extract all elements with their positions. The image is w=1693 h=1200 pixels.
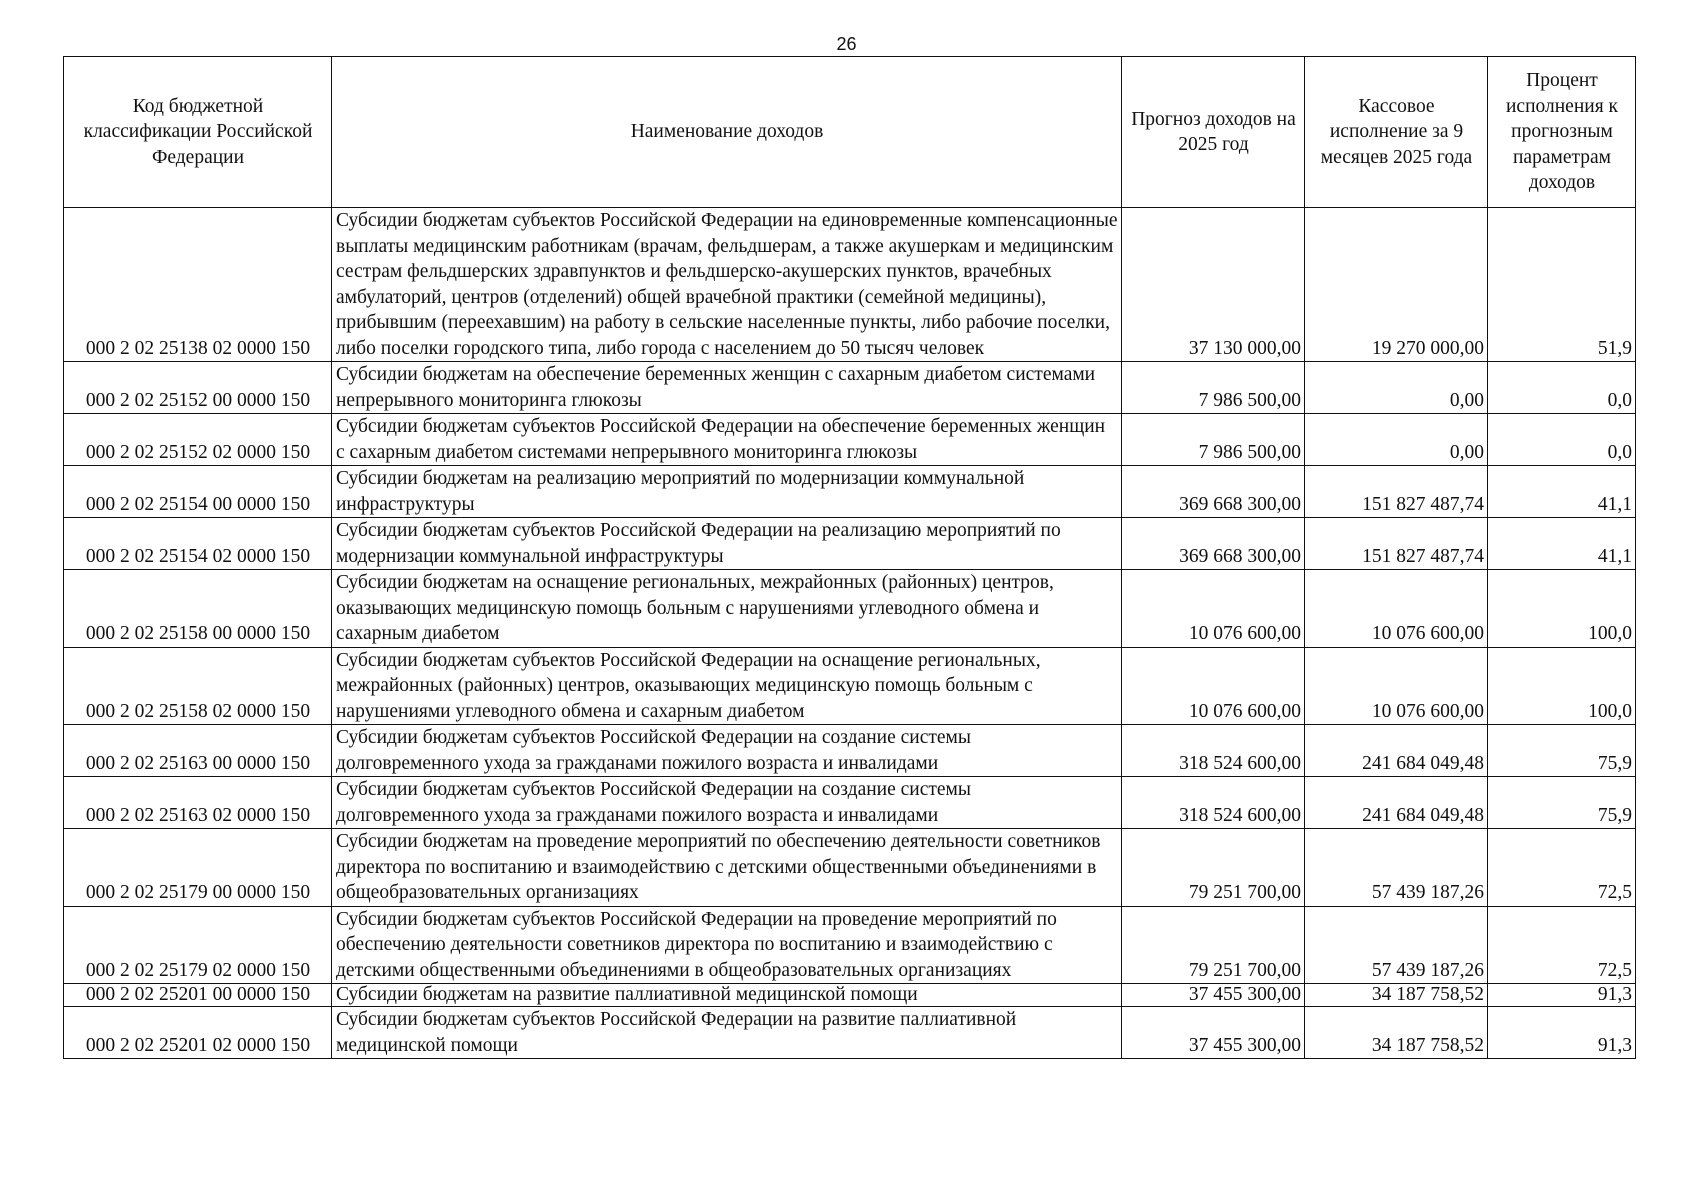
cell-cash: 57 439 187,26 — [1305, 829, 1488, 907]
cell-name: Субсидии бюджетам субъектов Российской Федерации на оснащение региональных, межрайонных (районных) центров, оказывающих медицинскую помощь больным с нарушениями углеводного обмена и сахарным диабетом — [332, 647, 1122, 725]
cell-code: 000 2 02 25152 00 0000 150 — [64, 362, 332, 414]
cell-cash: 10 076 600,00 — [1305, 570, 1488, 648]
page-number: 26 — [836, 34, 857, 54]
cell-code: 000 2 02 25201 00 0000 150 — [64, 984, 332, 1007]
header-forecast: Прогноз доходов на 2025 год — [1122, 57, 1305, 208]
cell-forecast: 7 986 500,00 — [1122, 414, 1305, 466]
cell-percent: 0,0 — [1488, 362, 1636, 414]
cell-name: Субсидии бюджетам на обеспечение беременных женщин с сахарным диабетом системами непрерывного мониторинга глюкозы — [332, 362, 1122, 414]
table-row — [64, 906, 1636, 984]
cell-cash: 241 684 049,48 — [1305, 725, 1488, 777]
cell-name: Субсидии бюджетам на развитие паллиативной медицинской помощи — [332, 984, 1122, 1007]
cell-percent: 91,3 — [1488, 984, 1636, 1007]
cell-cash: 19 270 000,00 — [1305, 208, 1488, 362]
cell-name: Субсидии бюджетам субъектов Российской Федерации на единовременные компенсационные выплаты медицинским работникам (врачам, фельдшерам, а также акушеркам и медицинским сестрам фельдшерских здравпунктов и фельдшерско-акушерских пунктов, врачебных амбулаторий, центров (отделений) общей врачебной практики (семейной медицины), прибывшим (переехавшим) на работу в сельские населенные пункты, либо рабочие поселки, либо поселки городского типа, либо города с населением до 50 тысяч человек — [332, 208, 1122, 362]
cell-percent: 51,9 — [1488, 208, 1636, 362]
cell-name: Субсидии бюджетам субъектов Российской Федерации на создание системы долговременного ухода за гражданами пожилого возраста и инвалидами — [332, 725, 1122, 777]
header-code: Код бюджетной классификации Российской Федерации — [64, 57, 332, 208]
header-cash: Кассовое исполнение за 9 месяцев 2025 года — [1305, 57, 1488, 208]
cell-percent: 41,1 — [1488, 518, 1636, 570]
cell-cash: 10 076 600,00 — [1305, 647, 1488, 725]
header-name: Наименование доходов — [332, 57, 1122, 208]
table-row — [64, 414, 1636, 466]
cell-percent: 75,9 — [1488, 777, 1636, 829]
cell-forecast: 318 524 600,00 — [1122, 777, 1305, 829]
cell-percent: 72,5 — [1488, 906, 1636, 984]
cell-forecast: 318 524 600,00 — [1122, 725, 1305, 777]
cell-name: Субсидии бюджетам на оснащение региональных, межрайонных (районных) центров, оказывающих медицинскую помощь больным с нарушениями углеводного обмена и сахарным диабетом — [332, 570, 1122, 648]
cell-percent: 41,1 — [1488, 466, 1636, 518]
cell-code: 000 2 02 25201 02 0000 150 — [64, 1007, 332, 1059]
table-row — [64, 984, 1636, 1007]
cell-name: Субсидии бюджетам субъектов Российской Федерации на реализацию мероприятий по модернизации коммунальной инфраструктуры — [332, 518, 1122, 570]
cell-name: Субсидии бюджетам на проведение мероприятий по обеспечению деятельности советников директора по воспитанию и взаимодействию с детскими общественными объединениями в общеобразовательных организациях — [332, 829, 1122, 907]
cell-cash: 151 827 487,74 — [1305, 466, 1488, 518]
cell-forecast: 10 076 600,00 — [1122, 647, 1305, 725]
cell-forecast: 10 076 600,00 — [1122, 570, 1305, 648]
cell-code: 000 2 02 25163 00 0000 150 — [64, 725, 332, 777]
cell-forecast: 37 455 300,00 — [1122, 984, 1305, 1007]
cell-percent: 0,0 — [1488, 414, 1636, 466]
cell-code: 000 2 02 25154 02 0000 150 — [64, 518, 332, 570]
cell-cash: 241 684 049,48 — [1305, 777, 1488, 829]
table-row — [64, 466, 1636, 518]
cell-code: 000 2 02 25158 00 0000 150 — [64, 570, 332, 648]
cell-forecast: 79 251 700,00 — [1122, 829, 1305, 907]
cell-name: Субсидии бюджетам субъектов Российской Федерации на проведение мероприятий по обеспечению деятельности советников директора по воспитанию и взаимодействию с детскими общественными объединениями в общеобразовательных организациях — [332, 906, 1122, 984]
cell-cash: 0,00 — [1305, 362, 1488, 414]
table-row — [64, 570, 1636, 648]
cell-cash: 0,00 — [1305, 414, 1488, 466]
cell-name: Субсидии бюджетам субъектов Российской Федерации на развитие паллиативной медицинской помощи — [332, 1007, 1122, 1059]
table-row — [64, 362, 1636, 414]
table-row — [64, 777, 1636, 829]
table-row — [64, 518, 1636, 570]
header-percent: Процент исполнения к прогнозным параметрам доходов — [1488, 57, 1636, 208]
cell-code: 000 2 02 25179 00 0000 150 — [64, 829, 332, 907]
cell-code: 000 2 02 25152 02 0000 150 — [64, 414, 332, 466]
table-row — [64, 208, 1636, 362]
cell-name: Субсидии бюджетам субъектов Российской Федерации на обеспечение беременных женщин с сахарным диабетом системами непрерывного мониторинга глюкозы — [332, 414, 1122, 466]
table-row — [64, 829, 1636, 907]
table-row — [64, 1007, 1636, 1059]
table-row — [64, 647, 1636, 725]
cell-code: 000 2 02 25154 00 0000 150 — [64, 466, 332, 518]
cell-code: 000 2 02 25138 02 0000 150 — [64, 208, 332, 362]
cell-forecast: 369 668 300,00 — [1122, 466, 1305, 518]
cell-code: 000 2 02 25179 02 0000 150 — [64, 906, 332, 984]
cell-cash: 57 439 187,26 — [1305, 906, 1488, 984]
cell-percent: 72,5 — [1488, 829, 1636, 907]
cell-forecast: 37 130 000,00 — [1122, 208, 1305, 362]
cell-name: Субсидии бюджетам на реализацию мероприятий по модернизации коммунальной инфраструктуры — [332, 466, 1122, 518]
cell-name: Субсидии бюджетам субъектов Российской Федерации на создание системы долговременного ухода за гражданами пожилого возраста и инвалидами — [332, 777, 1122, 829]
cell-percent: 75,9 — [1488, 725, 1636, 777]
cell-forecast: 7 986 500,00 — [1122, 362, 1305, 414]
cell-percent: 100,0 — [1488, 570, 1636, 648]
cell-code: 000 2 02 25158 02 0000 150 — [64, 647, 332, 725]
cell-forecast: 37 455 300,00 — [1122, 1007, 1305, 1059]
table-header-row — [64, 57, 1636, 208]
cell-percent: 91,3 — [1488, 1007, 1636, 1059]
cell-cash: 34 187 758,52 — [1305, 1007, 1488, 1059]
cell-forecast: 79 251 700,00 — [1122, 906, 1305, 984]
table-row — [64, 725, 1636, 777]
income-table — [63, 56, 1636, 1059]
cell-forecast: 369 668 300,00 — [1122, 518, 1305, 570]
cell-code: 000 2 02 25163 02 0000 150 — [64, 777, 332, 829]
cell-cash: 34 187 758,52 — [1305, 984, 1488, 1007]
cell-cash: 151 827 487,74 — [1305, 518, 1488, 570]
cell-percent: 100,0 — [1488, 647, 1636, 725]
